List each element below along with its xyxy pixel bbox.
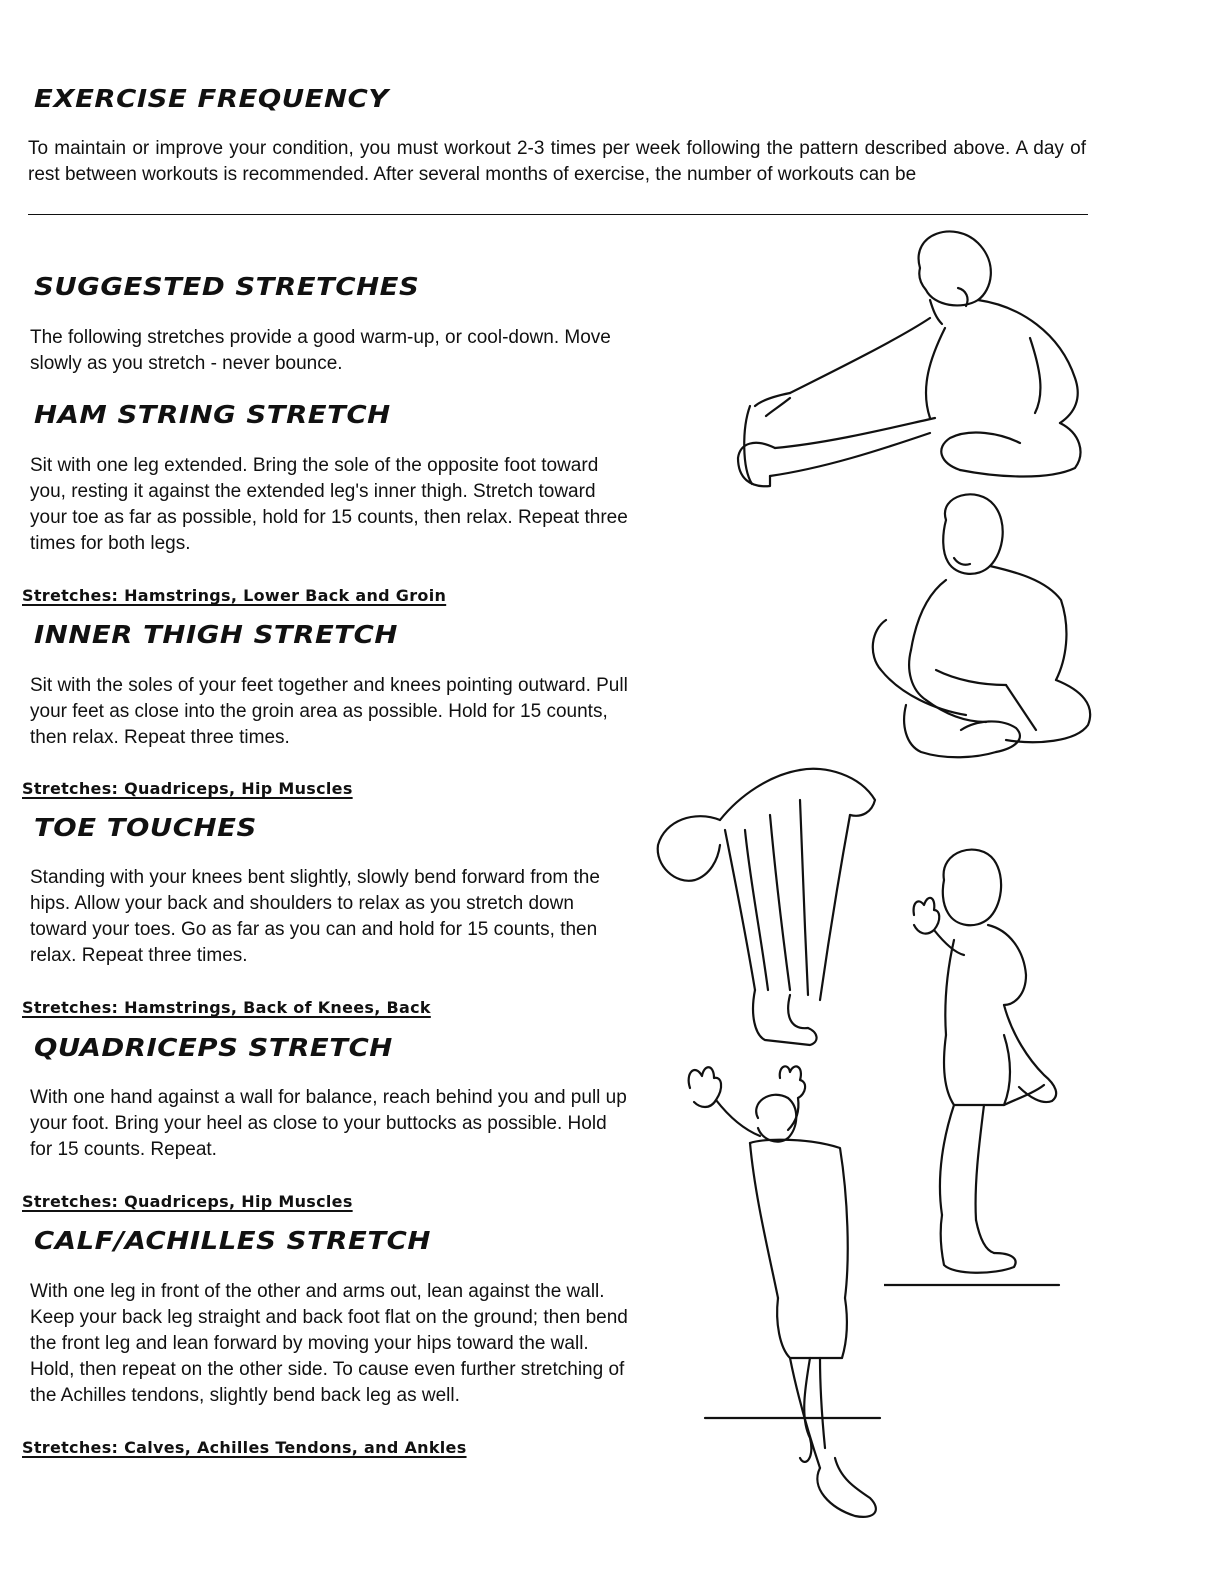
toe-touches-muscles: Stretches: Hamstrings, Back of Knees, Back	[22, 998, 431, 1017]
inner-thigh-stretch-text: Sit with the soles of your feet together and knees pointing outward. Pull your feet as close into the groin area as possible. Hold for 15 counts, then relax. Repeat three times.	[30, 675, 628, 748]
hamstring-stretch-figure-icon	[730, 228, 1092, 490]
hamstring-stretch-text: Sit with one leg extended. Bring the sole of the opposite foot toward you, resting it against the extended leg's inner thigh. Stretch toward your toe as far as possible, hold for 15 counts, then relax. Repeat three times for both legs.	[30, 455, 628, 554]
hamstring-stretch-heading: HAM STRING STRETCH	[34, 400, 391, 429]
calf-achilles-stretch-heading: CALF/ACHILLES STRETCH	[34, 1226, 431, 1255]
quadriceps-stretch-heading: QUADRICEPS STRETCH	[34, 1033, 393, 1062]
hamstring-stretch-muscles: Stretches: Hamstrings, Lower Back and Groin	[22, 586, 447, 605]
quadriceps-stretch-muscles: Stretches: Quadriceps, Hip Muscles	[22, 1192, 353, 1211]
calf-achilles-stretch-text: With one leg in front of the other and arms out, lean against the wall. Keep your back leg straight and back foot flat on the ground; then bend the front leg and lean forward by moving your hips toward the wall. Hold, then repeat on the other side. To cause even further stretching of the Achilles tendons, slightly bend back leg as well.	[30, 1281, 628, 1406]
divider	[28, 214, 1088, 215]
suggested-stretches-heading: SUGGESTED STRETCHES	[34, 272, 420, 301]
quadriceps-stretch-text: With one hand against a wall for balance, reach behind you and pull up your foot. Bring your heel as close to your buttocks as possible. Hold for 15 counts. Repeat.	[30, 1087, 627, 1160]
inner-thigh-stretch-figure-icon	[866, 490, 1098, 772]
exercise-frequency-text: To maintain or improve your condition, you must workout 2-3 times per week following the pattern described above. A day of rest between workouts is recommended. After several months of exercise, the number of workouts can be	[28, 138, 1086, 185]
toe-touches-text: Standing with your knees bent slightly, slowly bend forward from the hips. Allow your back and shoulders to relax as you stretch down toward your toes. Go as far as you can and hold for 15 counts, then relax. Repeat three times.	[30, 867, 600, 966]
toe-touches-heading: TOE TOUCHES	[34, 813, 257, 842]
exercise-frequency-heading: EXERCISE FREQUENCY	[34, 84, 389, 113]
toe-touch-figure-icon	[650, 760, 882, 1055]
inner-thigh-stretch-heading: INNER THIGH STRETCH	[34, 620, 398, 649]
suggested-stretches-text: The following stretches provide a good warm-up, or cool-down. Move slowly as you stretch - never bounce.	[30, 327, 611, 374]
calf-achilles-stretch-muscles: Stretches: Calves, Achilles Tendons, and Ankles	[22, 1438, 467, 1457]
inner-thigh-stretch-muscles: Stretches: Quadriceps, Hip Muscles	[22, 779, 353, 798]
calf-stretch-figure-icon	[670, 1058, 930, 1530]
